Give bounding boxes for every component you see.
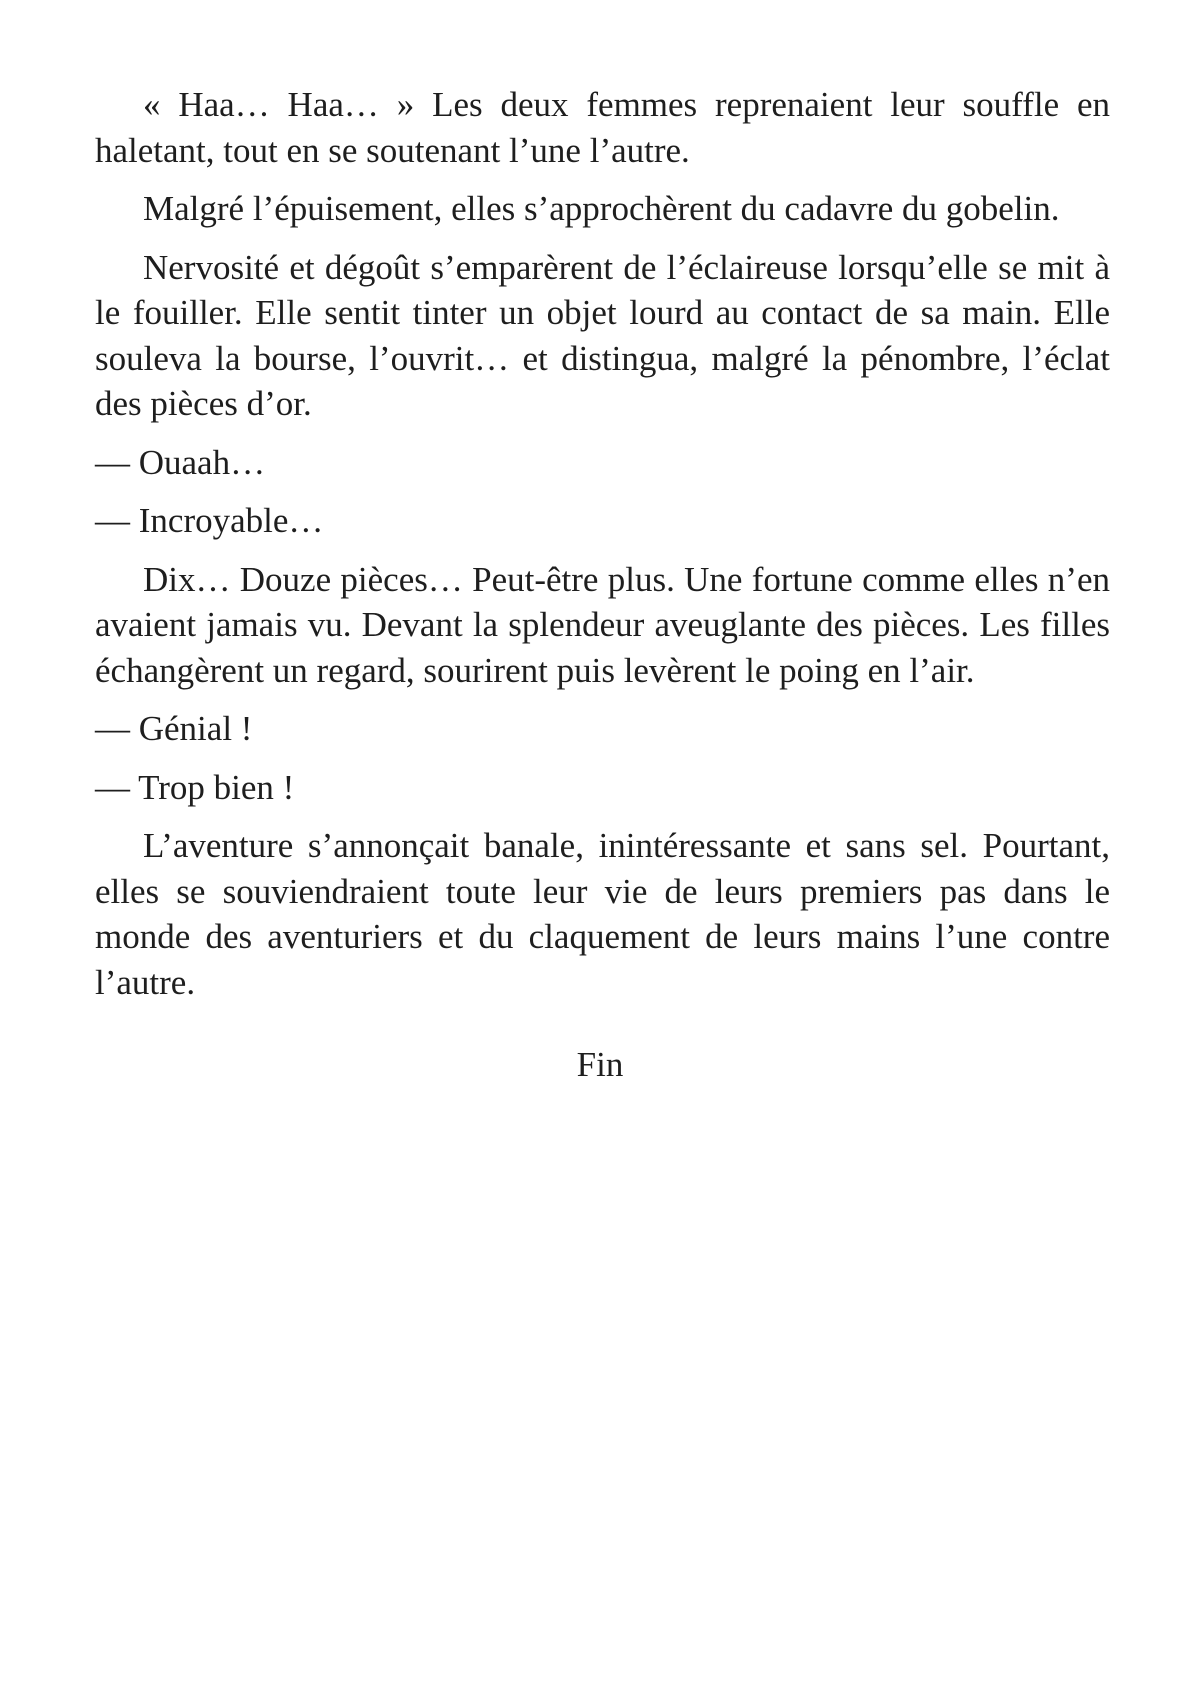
paragraph-adventure-conclusion: L’aventure s’annonçait banale, inintéressante et sans sel. Pourtant, elles se souviendraient toute leur vie de leurs premiers pas dans le monde des aventuriers et du claquement de leurs mains l’une contre l’autre. [95,826,1110,1002]
dialogue-line: — Ouaah… [95,442,266,482]
end-mark: Fin [576,1045,624,1084]
paragraph-search-purse: Nervosité et dégoût s’emparèrent de l’éclaireuse lorsqu’elle se mit à le fouiller. Elle sentit tinter un objet lourd au contact de sa main. Elle souleva la bourse, l’ouvrit… et distingua, malgré la pénombre, l’éclat des pièces d’or. [95,247,1110,423]
dialogue-line: — Trop bien ! [95,767,295,807]
document-body [95,82,1110,1018]
dialogue-line: — Génial ! [95,709,253,748]
dialogue-line: — Incroyable… [95,501,324,540]
paragraph-breathing: « Haa… Haa… » Les deux femmes reprenaient leur souffle en haletant, tout en se soutenant l’une l’autre. [95,85,1110,170]
paragraph-gold-coins: Dix… Douze pièces… Peut-être plus. Une fortune comme elles n’en avaient jamais vu. Devant la splendeur aveuglante des pièces. Les filles échangèrent un regard, sourirent puis levèrent le poing en l’air. [95,559,1110,690]
paragraph-approach-corpse: Malgré l’épuisement, elles s’approchèrent du cadavre du gobelin. [143,189,1060,228]
